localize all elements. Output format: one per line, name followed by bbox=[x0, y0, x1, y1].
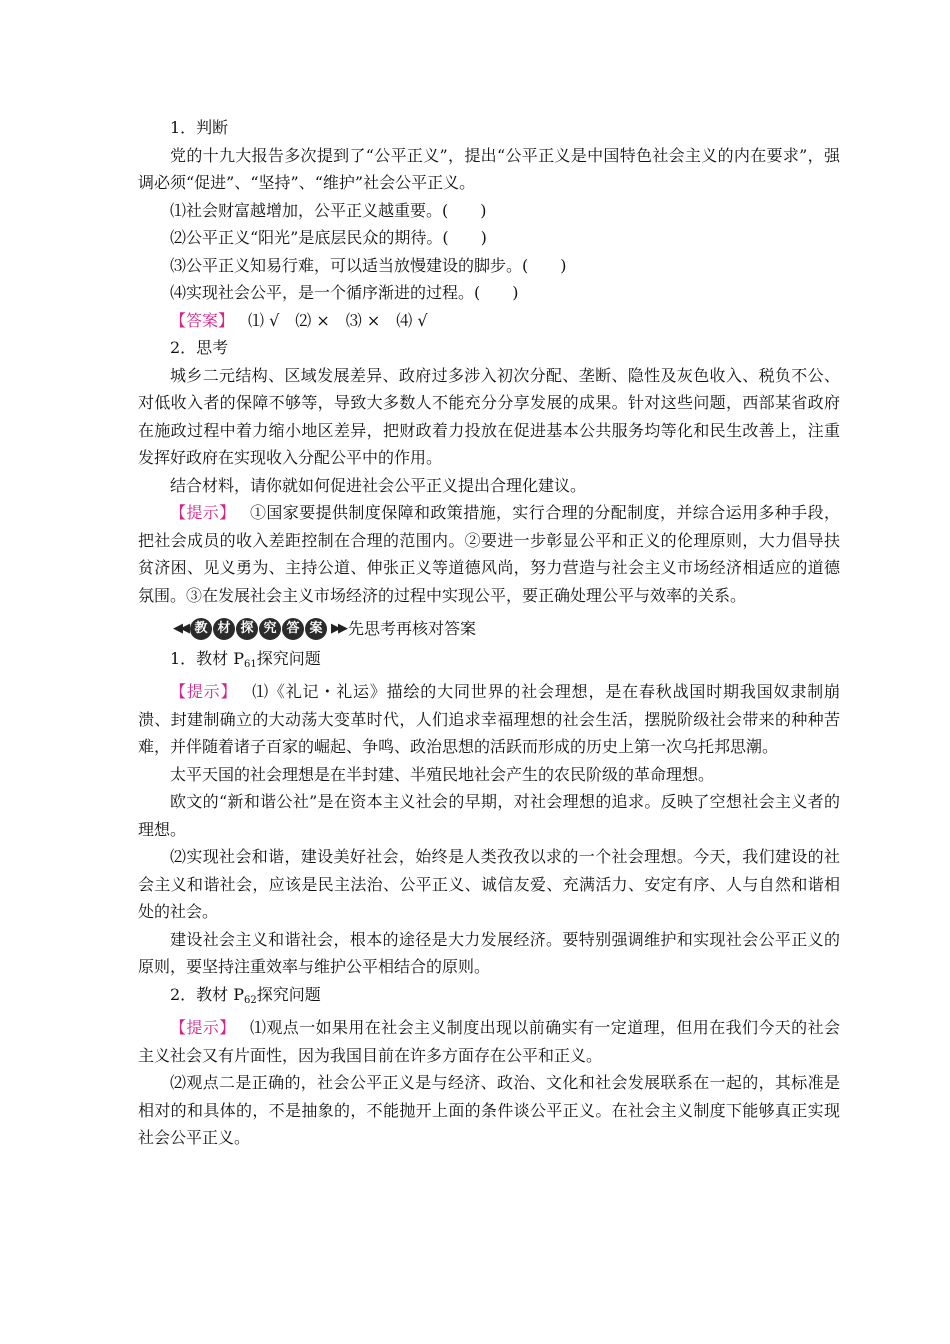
banner-char-3: 探 bbox=[236, 618, 258, 640]
think-question: 结合材料，请你就如何促进社会公平正义提出合理化建议。 bbox=[170, 475, 587, 495]
hint-tag: 【提示】 bbox=[170, 1018, 236, 1037]
p61-paragraph-3: 欧文的“新和谐公社”是在资本主义社会的早期，对社会理想的追求。反映了空想社会主义者的理想。 bbox=[138, 792, 840, 839]
think-material: 城乡二元结构、区域发展差异、政府过多涉入初次分配、垄断、隐性及灰色收入、税负不公、对低收入者的保障不够等，导致大多数人不能充分分享发展的成果。针对这些问题，西部某省政府在施政过程中着力缩小地区差异，把财政着力投放在促进基本公共服务均等化和民生改善上，注重发挥好政府在实现收入分配公平中的作用。 bbox=[138, 365, 840, 467]
answer-text: ⑴ √ ⑵ × ⑶ × ⑷ √ bbox=[248, 310, 428, 330]
page-number-sub: 61 bbox=[244, 658, 257, 670]
think-hint bbox=[138, 499, 840, 609]
p61-hint bbox=[138, 678, 840, 761]
textbook-p62-heading bbox=[138, 981, 840, 1015]
banner-text: 先思考再核对答案 bbox=[348, 619, 477, 638]
section-heading-think: 2．思考 bbox=[170, 338, 229, 357]
section-banner bbox=[138, 615, 840, 643]
heading-prefix: 1．教材 P bbox=[170, 648, 245, 668]
hint-text: ①国家要提供制度保障和政策措施，实行合理的分配制度，并综合运用多种手段，把社会成员的收入差距控制在合理的范围内。②要进一步彰显公平和正义的伦理原则，大力倡导扶贫济困、见义勇为、主持公道、伸张正义等道德风尚，努力营造与社会主义市场经济相适应的道德氛围。③在发展社会主义市场经济的过程中实现公平，要正确处理公平与效率的关系。 bbox=[138, 503, 840, 605]
page-number-sub: 62 bbox=[244, 994, 257, 1006]
p61-paragraph-1: ⑴《礼记・礼运》描绘的大同世界的社会理想，是在春秋战国时期我国奴隶制崩溃、封建制确立的大动荡大变革时代，人们追求幸福理想的社会生活，摆脱阶级社会带来的种种苦难，并伴随着诸子百家的崛起、争鸣、政治思想的活跃而形成的历史上第一次乌托邦思潮。 bbox=[138, 682, 840, 756]
banner-char-5: 答 bbox=[282, 618, 304, 640]
p62-paragraph-2: ⑵观点二是正确的，社会公平正义是与经济、政治、文化和社会发展联系在一起的，其标准是相对的和具体的，不是抽象的，不能抛开上面的条件谈公平正义。在社会主义制度下能够真正实现社会公平正义。 bbox=[138, 1073, 840, 1147]
heading-suffix: 探究问题 bbox=[256, 984, 321, 1004]
p61-paragraph-5: 建设社会主义和谐社会，根本的途径是大力发展经济。要特别强调维护和实现社会公平正义的原则，要坚持注重效率与维护公平相结合的原则。 bbox=[138, 929, 840, 976]
section-heading-judge: 1．判断 bbox=[170, 118, 229, 137]
judge-item-3: ⑶公平正义知易行难，可以适当放慢建设的脚步。( ) bbox=[170, 255, 567, 275]
textbook-p61-heading bbox=[138, 645, 840, 679]
left-arrows-icon: ◀◀ bbox=[173, 621, 187, 636]
banner-char-1: 教 bbox=[190, 618, 212, 640]
hint-tag: 【提示】 bbox=[170, 682, 238, 701]
answer-tag: 【答案】 bbox=[170, 310, 235, 330]
judge-answer bbox=[138, 307, 840, 335]
p62-paragraph-1: ⑴观点一如果用在社会主义制度出现以前确实有一定道理，但用在我们今天的社会主义社会又有片面性，因为我国目前在许多方面存在公平和正义。 bbox=[138, 1018, 840, 1065]
judge-intro: 党的十九大报告多次提到了“公平正义”，提出“公平正义是中国特色社会主义的内在要求”，强调必须“促进”、“坚持”、“维护”社会公平正义。 bbox=[138, 145, 840, 192]
banner-char-6: 案 bbox=[305, 618, 327, 640]
heading-suffix: 探究问题 bbox=[256, 648, 321, 668]
judge-item-2: ⑵公平正义“阳光”是底层民众的期待。( ) bbox=[170, 228, 487, 247]
judge-item-4: ⑷实现社会公平，是一个循序渐进的过程。( ) bbox=[170, 283, 519, 302]
right-arrows-icon: ▶▶ bbox=[331, 621, 345, 636]
hint-tag: 【提示】 bbox=[170, 503, 236, 522]
p62-hint bbox=[138, 1014, 840, 1069]
banner-char-4: 究 bbox=[259, 618, 281, 640]
judge-item-1: ⑴社会财富越增加，公平正义越重要。( ) bbox=[170, 200, 487, 220]
p61-paragraph-2: 太平天国的社会理想是在半封建、半殖民地社会产生的农民阶级的革命理想。 bbox=[170, 764, 715, 784]
document-page bbox=[138, 114, 840, 1152]
p61-paragraph-4: ⑵实现社会和谐，建设美好社会，始终是人类孜孜以求的一个社会理想。今天，我们建设的社会主义和谐社会，应该是民主法治、公平正义、诚信友爱、充满活力、安定有序、人与自然和谐相处的社会。 bbox=[138, 847, 840, 921]
banner-char-2: 材 bbox=[213, 618, 235, 640]
heading-prefix: 2．教材 P bbox=[170, 984, 245, 1004]
